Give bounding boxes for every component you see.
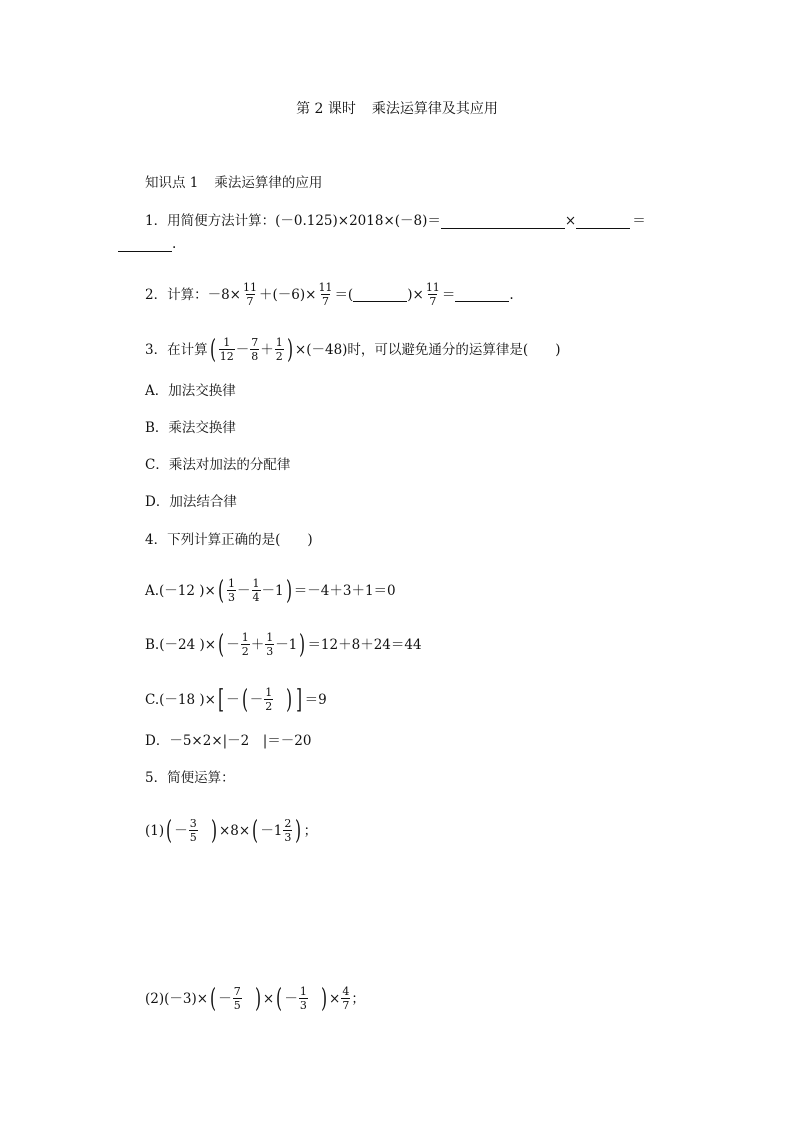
section-heading <box>145 173 322 193</box>
fraction <box>264 686 273 713</box>
denominator: 5 <box>233 999 241 1012</box>
q4-stem: 4．下列计算正确的是( ) <box>145 532 313 548</box>
operator: － <box>237 582 251 599</box>
section-name: 乘法运算律的应用 <box>214 175 323 191</box>
lesson-topic: 乘法运算律及其应用 <box>371 101 498 117</box>
answer-blank[interactable] <box>441 214 565 229</box>
option-end: ＝9 <box>304 691 327 708</box>
numerator: 7 <box>233 985 241 998</box>
question-1 <box>145 211 646 231</box>
numerator: 1 <box>299 985 307 998</box>
q3-start: 3．在计算 <box>145 341 208 358</box>
denominator: 7 <box>321 295 329 308</box>
question-4 <box>145 530 313 550</box>
option-start: B.(－24 )× <box>145 636 217 653</box>
fraction <box>283 817 292 844</box>
option-rest: －1 <box>275 636 298 653</box>
right-paren: ) <box>286 684 293 715</box>
q5-part-2 <box>145 985 365 1012</box>
answer-blank[interactable] <box>455 287 509 302</box>
fraction <box>219 336 235 363</box>
fraction <box>241 631 250 658</box>
q2-mid: ＋(－6)× <box>259 286 317 303</box>
fraction <box>425 281 441 308</box>
q1-eq: ＝ <box>632 213 646 229</box>
numerator: 1 <box>266 631 274 644</box>
numerator: 1 <box>252 577 260 590</box>
question-1-cont <box>118 234 176 254</box>
option-start: C.(－18 )× <box>145 691 216 708</box>
numerator: 1 <box>265 686 273 699</box>
option-label: C．乘法对加法的分配律 <box>145 457 291 473</box>
right-paren: ) <box>254 983 261 1014</box>
numerator: 2 <box>284 817 292 830</box>
right-paren: ) <box>299 629 306 660</box>
numerator: 11 <box>243 281 257 294</box>
numerator: 4 <box>342 985 350 998</box>
numerator: 1 <box>241 631 249 644</box>
right-paren: ) <box>286 334 293 365</box>
operator: × <box>262 990 275 1007</box>
numerator: 11 <box>318 281 333 294</box>
q4-option-a[interactable] <box>145 577 396 604</box>
left-paren: ( <box>252 815 259 846</box>
line-end: ； <box>303 822 318 839</box>
numerator: 7 <box>251 336 259 349</box>
part-label: (2)(－3)× <box>145 990 209 1007</box>
fraction <box>233 985 242 1012</box>
answer-blank[interactable] <box>353 287 407 302</box>
denominator: 3 <box>228 591 236 604</box>
operator: － <box>226 691 240 708</box>
q5-stem: 5．简便运算： <box>145 770 235 786</box>
denominator: 12 <box>219 350 234 363</box>
right-paren: ) <box>285 575 292 606</box>
operator: ×8× <box>218 822 251 839</box>
part-label: (1) <box>145 822 165 839</box>
line-end: ； <box>351 990 365 1007</box>
lesson-number: 第 2 课时 <box>296 101 356 117</box>
left-paren: ( <box>209 334 216 365</box>
left-paren: ( <box>218 629 225 660</box>
fraction <box>341 985 350 1012</box>
denominator: 7 <box>342 999 350 1012</box>
fraction <box>252 577 261 604</box>
denominator: 7 <box>246 295 254 308</box>
option-d[interactable] <box>145 492 237 512</box>
q5-part-1 <box>145 817 317 844</box>
operator: ＋ <box>260 341 274 358</box>
right-paren: ) <box>320 983 327 1014</box>
numerator: 1 <box>275 336 283 349</box>
right-paren: ) <box>210 815 217 846</box>
question-2 <box>145 281 514 308</box>
option-label: A．加法交换律 <box>145 383 236 399</box>
denominator: 7 <box>429 295 437 308</box>
operator: － <box>235 341 250 358</box>
q1-end: . <box>172 236 177 252</box>
fraction <box>265 631 274 658</box>
option-text: D．－5×2×|－2 |＝－20 <box>145 733 312 749</box>
operator: － <box>218 990 232 1007</box>
left-bracket: [ <box>218 684 225 715</box>
denominator: 4 <box>252 591 260 604</box>
q2-close: )× <box>407 286 424 303</box>
denominator: 2 <box>241 645 249 658</box>
left-paren: ( <box>166 815 173 846</box>
q4-option-c[interactable] <box>145 686 327 713</box>
fraction <box>250 336 259 363</box>
option-start: A.(－12 )× <box>145 582 216 599</box>
operator: × <box>329 990 341 1007</box>
q2-start: 2．计算：－8× <box>145 286 241 303</box>
operator: ＋ <box>250 636 265 653</box>
numerator: 11 <box>425 281 440 294</box>
q2-end: . <box>509 286 514 303</box>
q1-times: × <box>564 213 577 229</box>
option-a[interactable] <box>145 381 236 401</box>
option-c[interactable] <box>145 455 290 475</box>
right-bracket: ] <box>296 684 303 715</box>
fraction <box>299 985 308 1012</box>
page-title <box>0 98 794 118</box>
answer-blank[interactable] <box>576 214 630 229</box>
q1-text: 1．用简便方法计算：(－0.125)×2018×(－8)＝ <box>145 213 441 229</box>
option-label: B．乘法交换律 <box>145 420 236 436</box>
option-b[interactable] <box>145 418 236 438</box>
operator: － <box>284 990 298 1007</box>
numerator: 1 <box>223 336 231 349</box>
q2-eq1: ＝( <box>334 286 354 303</box>
fraction <box>275 336 284 363</box>
whole-part: －1 <box>260 822 283 839</box>
numerator: 3 <box>189 817 197 830</box>
question-5 <box>145 768 235 788</box>
denominator: 3 <box>266 645 274 658</box>
fraction <box>317 281 333 308</box>
left-paren: ( <box>210 983 217 1014</box>
operator: － <box>249 691 264 708</box>
q4-option-b[interactable] <box>145 631 422 658</box>
left-paren: ( <box>217 575 224 606</box>
section-label: 知识点 1 <box>145 175 199 191</box>
answer-blank[interactable] <box>118 237 172 252</box>
denominator: 8 <box>251 350 259 363</box>
left-paren: ( <box>241 684 248 715</box>
mixed-number <box>260 817 293 844</box>
fraction <box>189 817 198 844</box>
denominator: 5 <box>189 831 197 844</box>
fraction <box>242 281 258 308</box>
option-end: ＝－4＋3＋1＝0 <box>293 582 396 599</box>
fraction <box>227 577 236 604</box>
q4-option-d[interactable] <box>145 731 312 751</box>
denominator: 2 <box>275 350 283 363</box>
denominator: 3 <box>299 999 307 1012</box>
numerator: 1 <box>228 577 236 590</box>
q3-end: ×(－48)时，可以避免通分的运算律是( ) <box>294 341 561 358</box>
option-rest: －1 <box>261 582 284 599</box>
option-end: ＝12＋8＋24＝44 <box>307 636 422 653</box>
denominator: 3 <box>284 831 292 844</box>
question-3 <box>145 336 560 363</box>
right-paren: ) <box>295 815 302 846</box>
denominator: 2 <box>265 700 273 713</box>
left-paren: ( <box>276 983 283 1014</box>
operator: － <box>226 636 240 653</box>
q2-eq2: ＝ <box>441 286 456 303</box>
operator: － <box>174 822 188 839</box>
option-label: D．加法结合律 <box>145 494 237 510</box>
